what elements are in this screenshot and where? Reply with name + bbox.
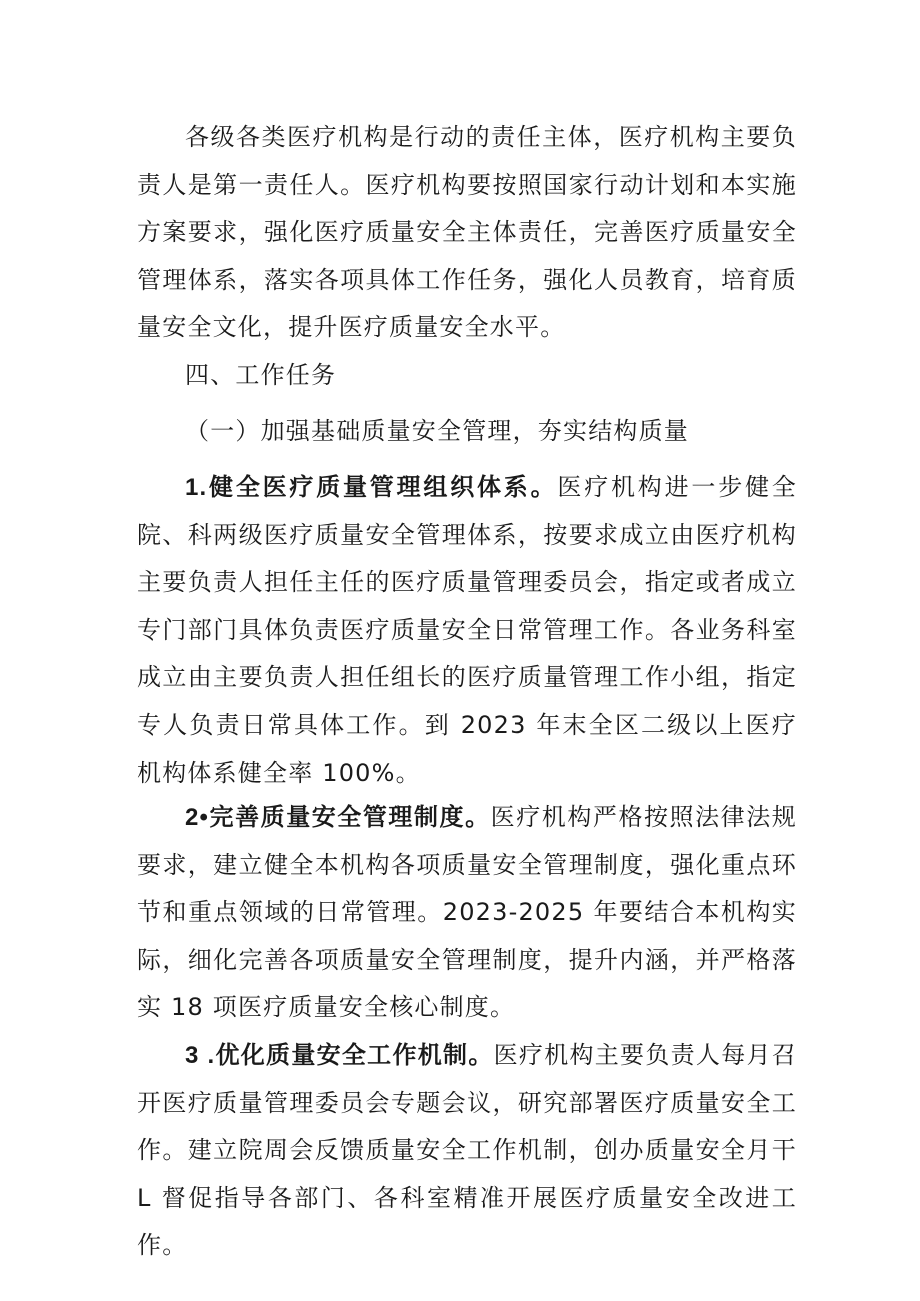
item-2-number: 2• bbox=[185, 804, 210, 831]
intro-paragraph bbox=[137, 114, 797, 352]
item-2-body: 医疗机构严格按照法律法规要求，建立健全本机构各项质量安全管理制度，强化重点环节和重点领域的日常管理。2023-2025 年要结合本机构实际，细化完善各项质量安全管理制度，提升内涵，并严格落实 18 项医疗质量安全核心制度。 bbox=[137, 803, 797, 1022]
item-3-body: 医疗机构主要负责人每月召开医疗质量管理委员会专题会议，研究部署医疗质量安全工作。建立院周会反馈质量安全工作机制，创办质量安全月干 L 督促指导各部门、各科室精准开展医疗质量安全改进工作。 bbox=[137, 1041, 797, 1260]
intro-text: 各级各类医疗机构是行动的责任主体，医疗机构主要负责人是第一责任人。医疗机构要按照国家行动计划和本实施方案要求，强化医疗质量安全主体责任，完善医疗质量安全管理体系，落实各项具体工作任务，强化人员教育，培育质量安全文化，提升医疗质量安全水平。 bbox=[137, 123, 797, 342]
item-1-number: 1. bbox=[185, 474, 208, 501]
item-1-body: 医疗机构进一步健全院、科两级医疗质量安全管理体系，按要求成立由医疗机构主要负责人担任主任的医疗质量管理委员会，指定或者成立专门部门具体负责医疗质量安全日常管理工作。各业务科室成立由主要负责人担任组长的医疗质量管理工作小组，指定专人负责日常具体工作。到 2023 年末全区二级以上医疗机构体系健全率 100%。 bbox=[137, 473, 797, 787]
item-1-title: 健全医疗质量管理组织体系。 bbox=[207, 473, 558, 501]
item-3-paragraph bbox=[137, 1032, 797, 1270]
item-2-paragraph bbox=[137, 794, 797, 1032]
item-2-title: 完善质量安全管理制度。 bbox=[209, 803, 491, 831]
item-3-number: 3 . bbox=[185, 1042, 216, 1069]
section-title: 四、工作任务 bbox=[185, 361, 337, 389]
section-subtitle: （一）加强基础质量安全管理，夯实结构质量 bbox=[185, 417, 689, 445]
item-1-paragraph bbox=[137, 464, 797, 797]
item-3-title: 优化质量安全工作机制。 bbox=[215, 1041, 494, 1069]
